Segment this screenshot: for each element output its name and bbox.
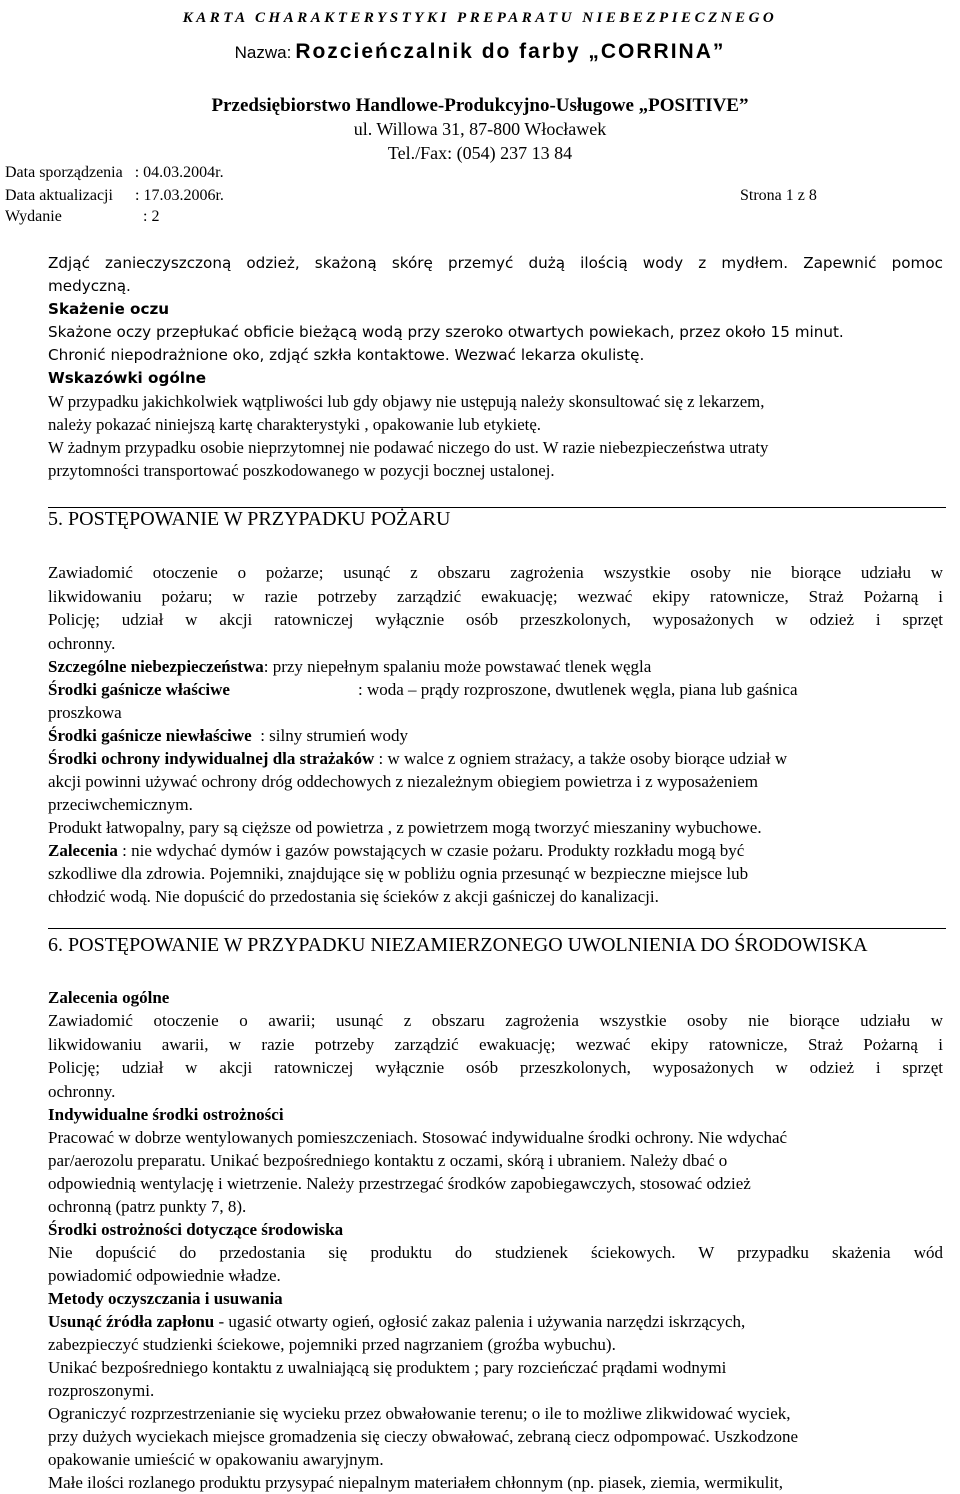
s6-personal-line-1: Pracować w dobrze wentylowanych pomieszczeniach. Stosować indywidualne środki ochrony. Nie wdychać <box>48 1127 788 1147</box>
date-created-row <box>5 164 224 182</box>
s6-spread-line-2: przy dużych wyciekach miejsce gromadzenia się cieczy obwałować, zebraną ciecz odpompować. Uszkodzone <box>48 1427 799 1446</box>
s6-cleanup-heading: Metody oczyszczania i usuwania <box>48 1289 283 1308</box>
s6-p1-line-4: ochronny. <box>48 1081 116 1101</box>
s6-environment-line-2: powiadomić odpowiednie władze. <box>48 1266 281 1285</box>
ignition-label: Usunąć źródła zapłonu <box>48 1312 215 1331</box>
product-name-line <box>0 40 960 64</box>
extinguisher-ok-cont: proszkowa <box>48 702 122 722</box>
s6-contact-line-2: rozproszonymi. <box>48 1381 155 1400</box>
s6-contact-line-1: Unikać bezpośredniego kontaktu z uwalniającą się produktem ; pary rozcieńczać prądami wodnymi <box>48 1358 727 1377</box>
extinguisher-ok-text: : woda – prądy rozproszone, dwutlenek węgla, piana lub gaśnica <box>358 679 798 699</box>
s6-p1-line-3: Policję; udział w akcji ratowniczej wyłącznie osób przeszkolonych, wyposażonych w odzież i sprzęt <box>48 1058 943 1077</box>
section-6-body <box>48 986 943 1494</box>
document-type-header: KARTA CHARAKTERYSTYKI PREPARATU NIEBEZPIECZNEGO <box>182 10 778 26</box>
s6-environment-heading: Środki ostrożności dotyczące środowiska <box>48 1219 344 1239</box>
s6-p1-line-1: Zawiadomić otoczenie o awarii; usunąć z obszaru zagrożenia wszystkie osoby nie biorące udziału w <box>48 1011 943 1030</box>
firefighter-ppe-label: Środki ochrony indywidualnej dla strażaków <box>48 748 375 768</box>
s6-personal-line-3: odpowiednią wentylację i wietrzenie. Należy przestrzegać środków zapobiegawczych, stosować odzież <box>48 1173 751 1193</box>
s6-spread-line-3: opakowanie umieścić w opakowaniu awaryjnym. <box>48 1450 384 1469</box>
edition-row <box>5 208 159 226</box>
extinguisher-ok-label: Środki gaśnicze właściwe <box>48 679 230 699</box>
page-number: Strona 1 z 8 <box>740 187 817 204</box>
hazard-label: Szczególne niebezpieczeństwa <box>48 656 264 676</box>
firefighter-ppe-line-3: przeciwchemicznym. <box>48 794 193 814</box>
name-label: Nazwa: <box>234 43 292 62</box>
date-created-label: Data sporządzenia <box>5 164 123 181</box>
s6-general-heading: Zalecenia ogólne <box>48 988 170 1007</box>
product-name: Rozcieńczalnik do farby „CORRINA” <box>295 40 726 63</box>
company-phone: Tel./Fax: (054) 237 13 84 <box>387 143 573 163</box>
extinguisher-bad-text: : silny strumień wody <box>251 725 408 745</box>
extinguisher-ok-line <box>48 678 943 701</box>
recommendation-line-2: szkodliwe dla zdrowia. Pojemniki, znajdujące się w pobliżu ognia przesunąć w bezpieczne miejsce lub <box>48 863 749 883</box>
edition-value: : 2 <box>143 208 160 225</box>
skin-line-1: Zdjąć zanieczyszczoną odzież, skażoną skórę przemyć dużą ilością wody z mydłem. Zapewnić pomoc <box>48 254 943 272</box>
guidance-line-3: W żadnym przypadku osobie nieprzytomnej nie podawać niczego do ust. W razie niebezpieczeństwa utraty <box>48 438 769 457</box>
skin-line-2: medyczną. <box>48 277 131 295</box>
general-guidance <box>48 367 943 482</box>
divider <box>48 928 946 929</box>
section-6-title: 6. POSTĘPOWANIE W PRZYPADKU NIEZAMIERZONEGO UWOLNIENIA DO ŚRODOWISKA <box>48 934 868 956</box>
s6-personal-line-4: ochronną (patrz punkty 7, 8). <box>48 1196 247 1216</box>
s6-p1-line-2: likwidowaniu awarii, w razie potrzeby zarządzić ewakuację; wezwać ekipy ratownicze, Straż Pożarną i <box>48 1034 943 1054</box>
section-5-body <box>48 561 943 908</box>
recommendation-line <box>48 839 943 862</box>
ignition-text: - ugasić otwarty ogień, ogłosić zakaz palenia i używania narzędzi iskrzących, <box>214 1312 746 1331</box>
s5-p1-line-4: ochronny. <box>48 633 116 653</box>
hazard-line <box>48 655 943 678</box>
guidance-line-1: W przypadku jakichkolwiek wątpliwości lub gdy objawy nie ustępują należy skonsultować się z lekarzem, <box>48 392 765 411</box>
hazard-text: : przy niepełnym spalaniu może powstawać tlenek węgla <box>263 656 652 676</box>
section-5-title: 5. POSTĘPOWANIE W PRZYPADKU POŻARU <box>48 508 451 530</box>
firefighter-ppe-text: : w walce z ogniem strażacy, a także osoby biorące udział w <box>374 748 788 768</box>
guidance-line-4: przytomności transportować poszkodowanego w pozycji bocznej ustalonej. <box>48 461 555 480</box>
s6-small-spill-line-1: Małe ilości rozlanego produktu przysypać niepalnym materiałem chłonnym (np. piasek, ziemia, wermikulit, <box>48 1473 784 1492</box>
s6-ignition-line <box>48 1310 943 1333</box>
s6-personal-line-2: par/aerozolu preparatu. Unikać bezpośredniego kontaktu z oczami, skórą i ubraniem. Należy dbać o <box>48 1150 728 1170</box>
recommendation-label: Zalecenia <box>48 840 118 860</box>
eye-line-1: Skażone oczy przepłukać obficie bieżącą wodą przy szeroko otwartych powiekach, przez około 15 minut. <box>48 323 844 341</box>
s6-ignition-line-2: zabezpieczyć studzienki ściekowe, pojemniki przed nagrzaniem (groźba wybuchu). <box>48 1335 616 1354</box>
first-aid-continuation <box>48 252 943 367</box>
s5-p1-line-3: Policję; udział w akcji ratowniczej wyłącznie osób przeszkolonych, wyposażonych w odzież i sprzęt <box>48 610 943 629</box>
firefighter-ppe-line-2: akcji powinni używać ochrony dróg oddechowych z niezależnym obiegiem powietrza i z wyposażeniem <box>48 771 758 791</box>
s5-p1-line-2: likwidowaniu pożaru; w razie potrzeby zarządzić ewakuację; wezwać ekipy ratownicze, Straż Pożarną i <box>48 586 943 606</box>
date-created-value: : 04.03.2004r. <box>134 164 224 181</box>
firefighter-ppe-line <box>48 747 943 770</box>
date-updated-label: Data aktualizacji <box>5 187 113 204</box>
eye-line-2: Chronić niepodrażnione oko, zdjąć szkła kontaktowe. Wezwać lekarza okulistę. <box>48 346 645 364</box>
s5-p1-line-1: Zawiadomić otoczenie o pożarze; usunąć z obszaru zagrożenia wszystkie osoby nie biorące udziału w <box>48 563 943 582</box>
flammable-line: Produkt łatwopalny, pary są cięższe od powietrza , z powietrzem mogą tworzyć mieszaniny wybuchowe. <box>48 817 762 837</box>
recommendation-text: : nie wdychać dymów i gazów powstających w czasie pożaru. Produkty rozkładu mogą być <box>117 840 745 860</box>
general-guidance-heading: Wskazówki ogólne <box>48 369 207 387</box>
extinguisher-bad-line <box>48 724 943 747</box>
s6-personal-heading: Indywidualne środki ostrożności <box>48 1104 284 1124</box>
s6-spread-line-1: Ograniczyć rozprzestrzenianie się wycieku przez obwałowanie terenu; o ile to możliwe zlikwidować wyciek, <box>48 1404 791 1423</box>
company-address: ul. Willowa 31, 87-800 Włocławek <box>353 119 607 139</box>
recommendation-line-3: chłodzić wodą. Nie dopuścić do przedostania się ścieków z akcji gaśniczej do kanalizacji. <box>48 886 659 906</box>
company-name: Przedsiębiorstwo Handlowe-Produkcyjno-Usługowe „POSITIVE” <box>211 95 749 116</box>
s6-environment-line-1: Nie dopuścić do przedostania się produktu do studzienek ściekowych. W przypadku skażenia wód <box>48 1242 943 1262</box>
eye-contamination-heading: Skażenie oczu <box>48 300 170 318</box>
date-updated-value: : 17.03.2006r. <box>135 187 224 204</box>
date-updated-row <box>5 187 224 205</box>
guidance-line-2: należy pokazać niniejszą kartę charakterystyki , opakowanie lub etykietę. <box>48 415 541 434</box>
edition-label: Wydanie <box>5 208 62 225</box>
extinguisher-bad-label: Środki gaśnicze niewłaściwe <box>48 725 252 745</box>
